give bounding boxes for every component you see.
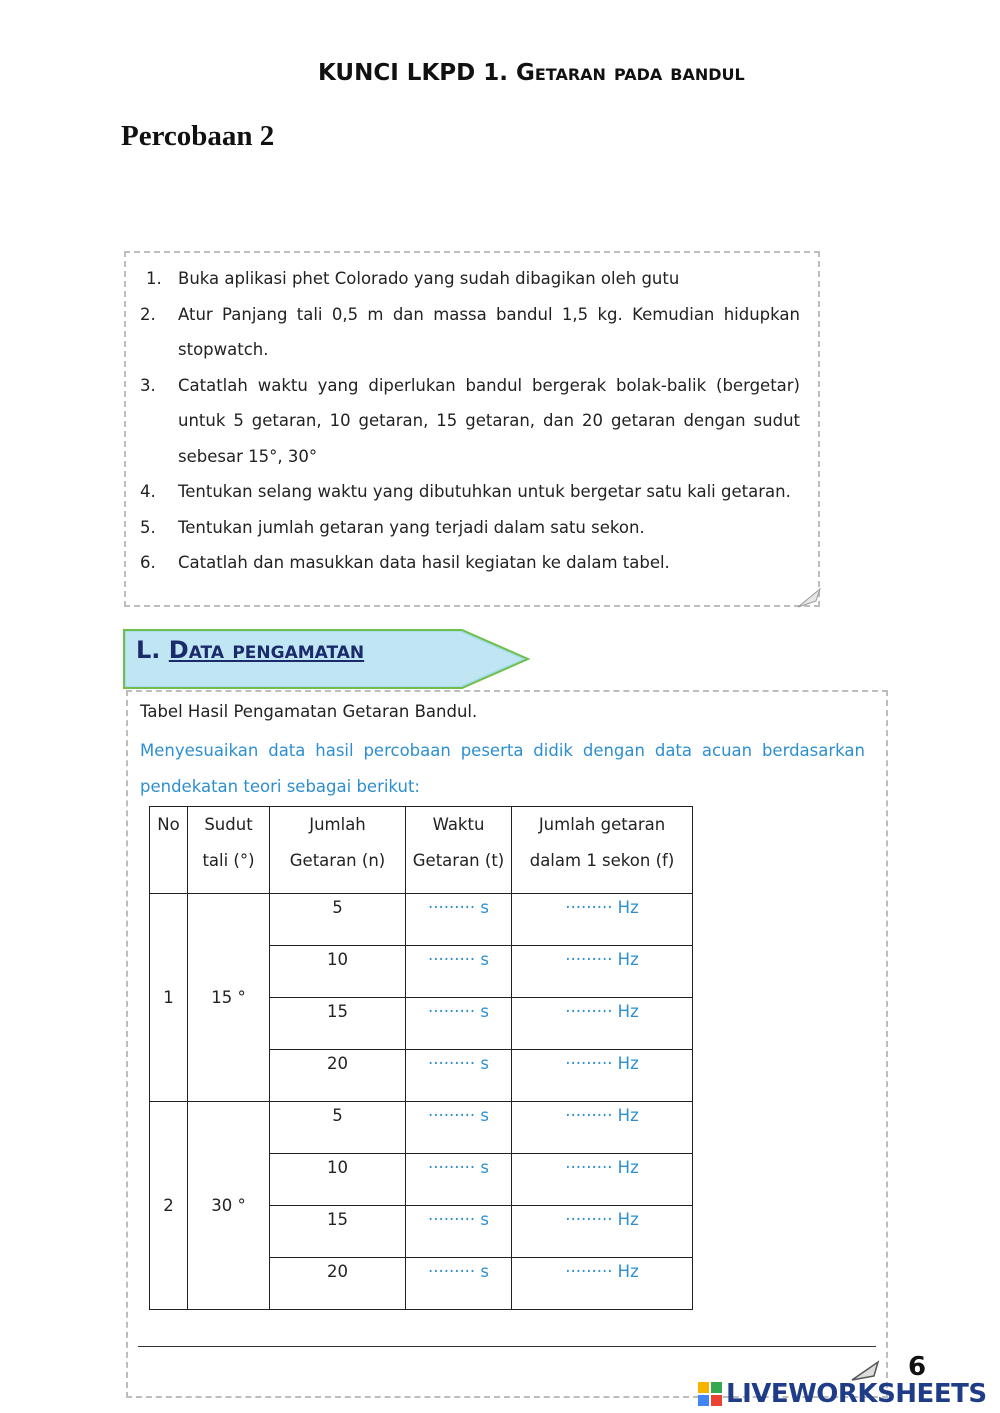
header-count: Jumlah Getaran (n) [270, 807, 406, 894]
table-header-row [150, 807, 693, 894]
page-number: 6 [908, 1352, 927, 1382]
cell-angle: 15 ° [188, 894, 270, 1102]
step-text: Tentukan selang waktu yang dibutuhkan untuk bergetar satu kali getaran. [178, 482, 791, 501]
step-item-3 [138, 368, 800, 475]
step-text: Tentukan jumlah getaran yang terjadi dalam satu sekon. [178, 517, 645, 537]
cell-time: ········· s [406, 894, 512, 946]
header-frequency: Jumlah getaran dalam 1 sekon (f) [512, 807, 693, 894]
step-text: Catatlah waktu yang diperlukan bandul bergerak bolak-balik (bergetar) untuk 5 getaran, 10 getaran, 15 getaran, dan 20 getaran dengan sudut sebesar 15°, 30° [178, 375, 800, 466]
cell-frequency: ········· Hz [512, 946, 693, 998]
cell-frequency: ········· Hz [512, 1206, 693, 1258]
cell-time: ········· s [406, 1258, 512, 1310]
header-time: Waktu Getaran (t) [406, 807, 512, 894]
banner-letter: L. [136, 636, 161, 664]
teacher-note: Menyesuaikan data hasil percobaan peserta didik dengan data acuan berdasarkan pendekatan teori sebagai berikut: [140, 741, 865, 796]
footer-divider [138, 1346, 876, 1347]
step-item-2 [138, 297, 800, 368]
table-row [150, 894, 693, 946]
header-no: No [150, 807, 188, 894]
section-title: Percobaan 2 [121, 120, 275, 152]
step-text: Atur Panjang tali 0,5 m dan massa bandul 1,5 kg. Kemudian hidupkan stopwatch. [178, 304, 800, 359]
cell-count: 15 [270, 1206, 406, 1258]
cell-frequency: ········· Hz [512, 998, 693, 1050]
cell-frequency: ········· Hz [512, 1154, 693, 1206]
cell-time: ········· s [406, 1050, 512, 1102]
cell-no: 1 [150, 894, 188, 1102]
step-number: 6. [140, 553, 156, 572]
steps-list [138, 261, 800, 581]
cell-count: 10 [270, 1154, 406, 1206]
step-number: 5. [140, 517, 156, 537]
cell-time: ········· s [406, 946, 512, 998]
cell-frequency: ········· Hz [512, 1050, 693, 1102]
section-banner-title [136, 636, 364, 664]
cell-count: 10 [270, 946, 406, 998]
header-title-prefix: KUNCI LKPD 1. [318, 60, 508, 86]
steps-box [124, 251, 820, 607]
cell-no: 2 [150, 1102, 188, 1310]
cell-angle: 30 ° [188, 1102, 270, 1310]
liveworksheets-watermark [698, 1378, 987, 1410]
step-text: Catatlah dan masukkan data hasil kegiatan ke dalam tabel. [178, 553, 670, 572]
document-header-title [318, 60, 918, 86]
liveworksheets-logo-icon [698, 1382, 722, 1406]
cell-count: 5 [270, 1102, 406, 1154]
cell-count: 15 [270, 998, 406, 1050]
step-item-6 [138, 545, 800, 581]
cell-frequency: ········· Hz [512, 1258, 693, 1310]
cell-count: 5 [270, 894, 406, 946]
banner-title: Data pengamatan [168, 636, 365, 664]
cell-frequency: ········· Hz [512, 894, 693, 946]
step-item-5 [138, 510, 800, 546]
step-number: 2. [140, 304, 156, 324]
watermark-text: LIVEWORKSHEETS [726, 1379, 987, 1409]
cell-time: ········· s [406, 1206, 512, 1258]
cell-count: 20 [270, 1050, 406, 1102]
header-title-rest: Getaran pada bandul [515, 60, 745, 86]
observation-table [149, 806, 693, 1310]
step-item-1 [138, 261, 800, 297]
header-angle: Sudut tali (°) [188, 807, 270, 894]
step-number: 4. [140, 482, 156, 501]
step-item-4 [138, 474, 800, 510]
step-number: 3. [140, 375, 156, 395]
table-caption: Tabel Hasil Pengamatan Getaran Bandul. [140, 702, 478, 721]
step-number: 1. [146, 269, 162, 288]
cell-time: ········· s [406, 1102, 512, 1154]
page-curl-icon [796, 587, 822, 609]
table-row [150, 1102, 693, 1154]
cell-frequency: ········· Hz [512, 1102, 693, 1154]
cell-count: 20 [270, 1258, 406, 1310]
step-text: Buka aplikasi phet Colorado yang sudah dibagikan oleh gutu [178, 269, 680, 288]
cell-time: ········· s [406, 998, 512, 1050]
cell-time: ········· s [406, 1154, 512, 1206]
